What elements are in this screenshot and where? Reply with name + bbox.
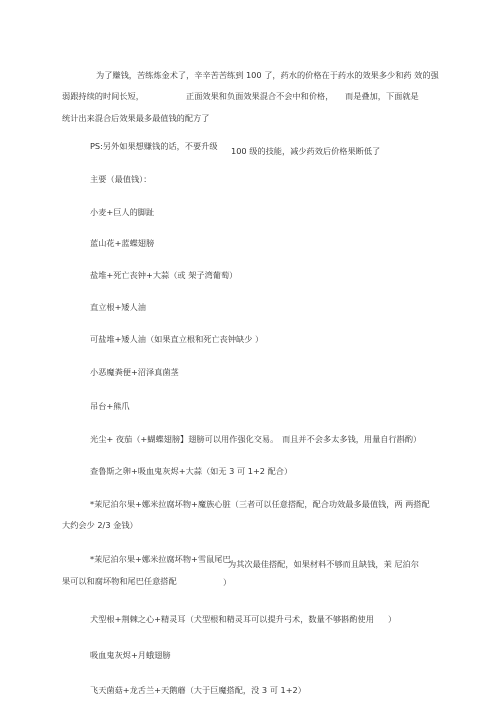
intro-line-2c: 而是叠加，下面就是 bbox=[345, 91, 419, 101]
note-6: 吸血鬼灰烬+月蛾翅膀 bbox=[90, 650, 171, 660]
intro-line-2a: 弱跟持续的时间长短， bbox=[62, 91, 144, 101]
note-7: 飞天菌菇+龙舌兰+天鹅蘑（大于巨魔搭配，没 3 可 1+2） bbox=[90, 685, 306, 695]
intro-line-1: 为了赚钱，苦练炼金术了，辛辛苦苦练到 100 了，药水的价格在于药水的效果多少和药 效的强 bbox=[96, 70, 439, 80]
note-4b: 为其次最佳搭配，如果材料不够而且缺钱，茉 尼泊尔 bbox=[228, 559, 419, 569]
note-4c: 果可以和腐坏物和尾巴任意搭配 bbox=[62, 576, 177, 586]
note-4d: ） bbox=[223, 577, 232, 587]
recipe-item: 小麦+巨人的脚趾 bbox=[90, 207, 155, 217]
note-1b: 而且并不会多太多钱，用量自行斟酌） bbox=[282, 434, 422, 444]
note-4a: *茉尼泊尔果+娜米拉腐坏物+雪鼠尾巴 bbox=[90, 554, 231, 564]
note-3b: 大约会少 2/3 金钱） bbox=[62, 520, 138, 530]
recipe-item: 蓝山花+蓝蝶翅膀 bbox=[90, 238, 155, 248]
recipe-item: 直立根+矮人油 bbox=[90, 302, 146, 312]
note-5a: 犬型根+荆棘之心+精灵耳（犬型根和精灵耳可以提升弓术，数量不够斟酌使用 bbox=[90, 614, 374, 624]
intro-line-3: 统计出来混合后效果最多最值钱的配方了 bbox=[62, 113, 210, 123]
intro-line-2b: 正面效果和负面效果混合不会中和价格， bbox=[186, 91, 334, 101]
section-heading: 主要（最值钱）： bbox=[90, 174, 152, 184]
note-1a: 光尘+ 夜茄（+蝴蝶翅膀】翅膀可以用作强化交易。 bbox=[90, 434, 279, 444]
note-2: 查鲁斯之卵+吸血鬼灰烬+大蒜（如无 3 可 1+2 配合） bbox=[90, 466, 293, 476]
recipe-item: 吊台+熊爪 bbox=[90, 401, 130, 411]
recipe-item: 盐堆+死亡丧钟+大蒜（或 架子湾葡萄） bbox=[90, 270, 238, 280]
note-3a: *茉尼泊尔果+娜米拉腐坏物+魔族心脏（三者可以任意搭配，配合功效最多最值钱，两 两搭配 bbox=[90, 499, 430, 509]
recipe-item: 小恶魔粪便+沼泽真菌茎 bbox=[90, 367, 179, 377]
ps-note-b: 100 级的技能，减少药效后价格果断低了 bbox=[231, 146, 381, 156]
recipe-item: 可盐堆+矮人油（如果直立根和死亡丧钟缺少 ） bbox=[90, 334, 264, 344]
ps-note-a: PS:另外如果想赚钱的话，不要升级 bbox=[90, 141, 218, 151]
note-5b: ） bbox=[388, 614, 397, 624]
